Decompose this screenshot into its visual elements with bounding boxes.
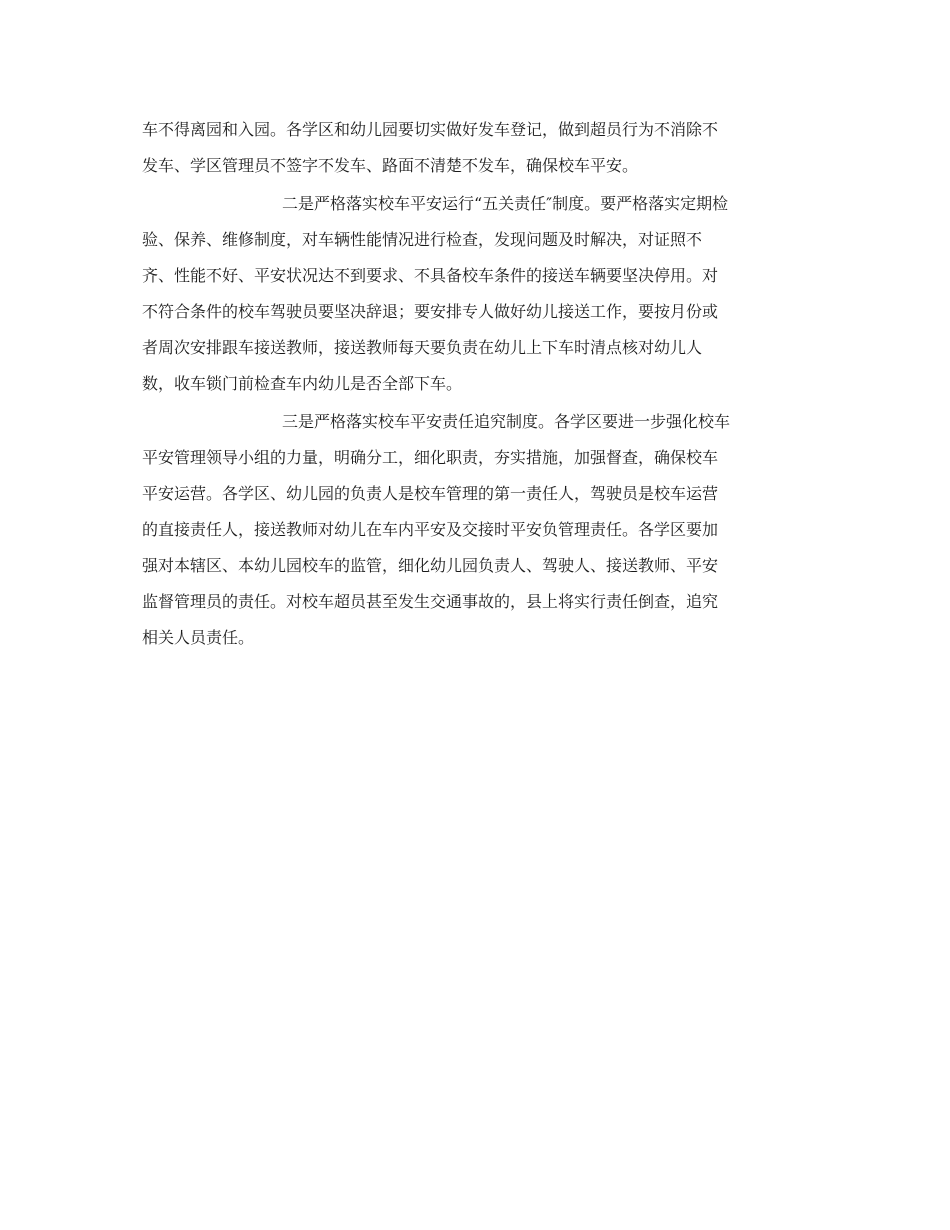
paragraph-2-line-6: 数，收车锁门前检查车内幼儿是否全部下车。 [142, 374, 463, 393]
paragraph-2-line-1: 二是严格落实校车平安运行“五关责任″制度。要严格落实定期检 [282, 194, 729, 213]
paragraph-3-line-2: 平安管理领导小组的力量，明确分工，细化职责，夯实措施，加强督查，确保校车 [142, 448, 719, 467]
paragraph-3-line-6: 监督管理员的责任。对校车超员甚至发生交通事故的，县上将实行责任倒查，追究 [142, 592, 719, 611]
paragraph-3-line-3: 平安运营。各学区、幼儿园的负责人是校车管理的第一责任人，驾驶员是校车运营 [142, 484, 719, 503]
paragraph-1-line-1: 车不得离园和入园。各学区和幼儿园要切实做好发车登记，做到超员行为不消除不 [142, 120, 719, 139]
paragraph-2-line-2: 验、保养、维修制度，对车辆性能情况进行检查，发现问题及时解决，对证照不 [142, 230, 703, 249]
paragraph-1-line-2: 发车、学区管理员不签字不发车、路面不清楚不发车，确保校车平安。 [142, 156, 639, 175]
paragraph-3-line-7: 相关人员责任。 [142, 628, 255, 647]
paragraph-3-line-5: 强对本辖区、本幼儿园校车的监管，细化幼儿园负责人、驾驶人、接送教师、平安 [142, 556, 719, 575]
paragraph-2-line-3: 齐、性能不好、平安状况达不到要求、不具备校车条件的接送车辆要坚决停用。对 [142, 266, 719, 285]
paragraph-2-line-5: 者周次安排跟车接送教师，接送教师每天要负责在幼儿上下车时清点核对幼儿人 [142, 338, 703, 357]
paragraph-2-line-4: 不符合条件的校车驾驶员要坚决辞退；要安排专人做好幼儿接送工作，要按月份或 [142, 302, 719, 321]
paragraph-3-line-1: 三是严格落实校车平安责任追究制度。各学区要进一步强化校车 [282, 412, 731, 431]
paragraph-3-line-4: 的直接责任人，接送教师对幼儿在车内平安及交接时平安负管理责任。各学区要加 [142, 520, 719, 539]
